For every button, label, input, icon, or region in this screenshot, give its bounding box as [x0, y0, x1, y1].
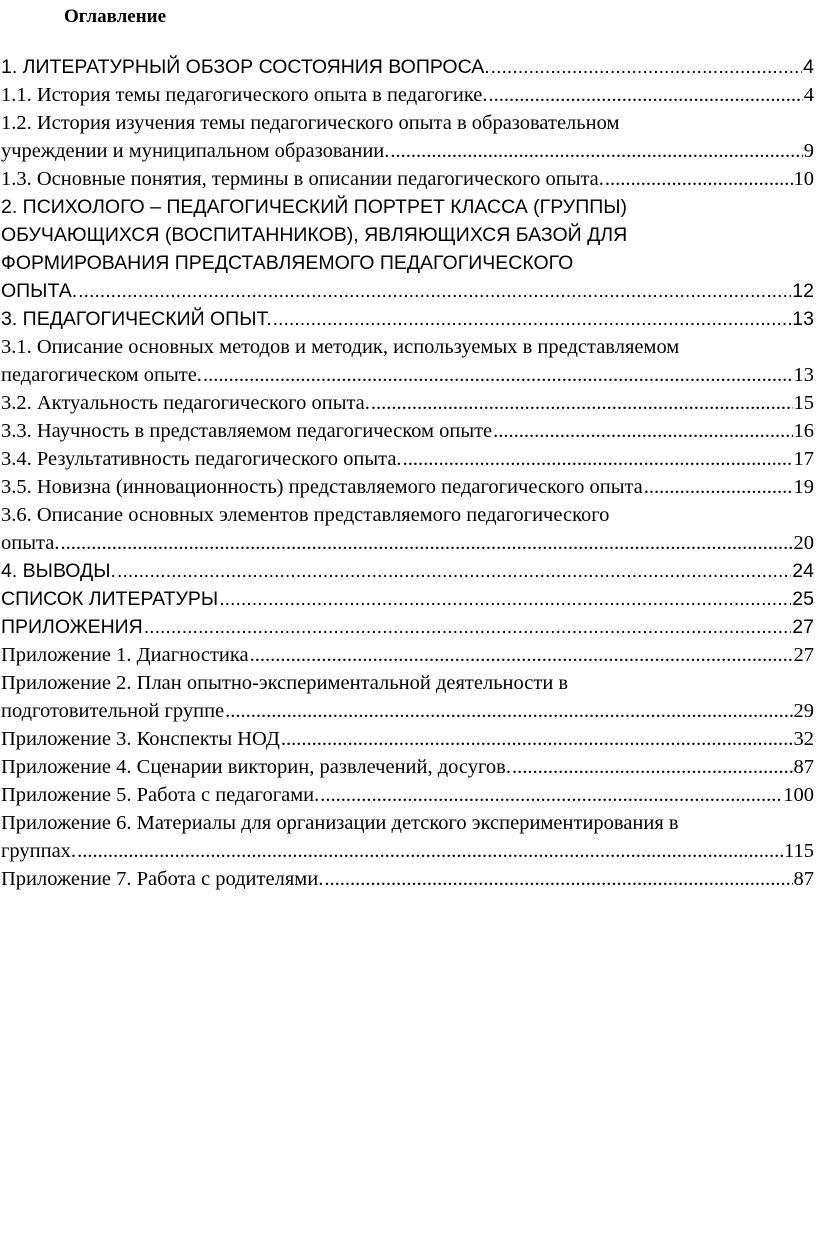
toc-entry[interactable]	[1, 193, 814, 305]
toc-entry-line	[1, 781, 814, 809]
toc-entry-line	[1, 165, 814, 193]
toc-page-number: 4	[803, 56, 814, 78]
toc-dot-leader	[512, 753, 793, 781]
toc-title: Оглавление	[64, 6, 167, 27]
toc-page-number: 87	[793, 868, 814, 890]
toc-entry-text: Приложение 5. Работа с педагогами.	[1, 784, 320, 806]
toc-entry-text: Приложение 2. План опытно-экспериментальной деятельности в	[1, 672, 569, 694]
toc-entry-text: Приложение 1. Диагностика	[1, 644, 249, 666]
toc-entry-line	[1, 361, 814, 389]
toc-page-number: 4	[803, 84, 814, 106]
toc-dot-leader	[390, 137, 802, 165]
toc-entry-text: 3.1. Описание основных методов и методик, используемых в представляемом	[1, 336, 680, 358]
toc-entry-line	[1, 837, 814, 865]
toc-entry-line	[1, 53, 814, 81]
toc-page-number: 16	[793, 420, 814, 442]
toc-entry-line	[1, 137, 814, 165]
toc-entry-text: 4. ВЫВОДЫ.	[1, 560, 116, 582]
toc-entry-line	[1, 753, 814, 781]
toc-entry-line	[1, 81, 814, 109]
toc-dot-leader	[605, 165, 793, 193]
toc-entry[interactable]	[1, 473, 814, 501]
toc-page-number: 100	[783, 784, 814, 806]
toc-dot-leader	[489, 81, 803, 109]
toc-page-number: 29	[793, 700, 814, 722]
toc-dot-leader	[144, 613, 792, 641]
toc-dot-leader	[117, 557, 791, 585]
toc-page-number: 13	[793, 364, 814, 386]
toc-entry-line	[1, 305, 814, 333]
toc-entry[interactable]	[1, 81, 814, 109]
toc-page-number: 10	[793, 168, 814, 190]
toc-dot-leader	[324, 865, 792, 893]
toc-entry[interactable]	[1, 557, 814, 585]
toc-entry-text: 1.1. История темы педагогического опыта в педагогике.	[1, 84, 488, 106]
toc-page-number: 12	[792, 280, 814, 302]
toc-page-number: 19	[793, 476, 814, 498]
toc-entry[interactable]	[1, 501, 814, 557]
toc-entry-text: 1. ЛИТЕРАТУРНЫЙ ОБЗОР СОСТОЯНИЯ ВОПРОСА.	[1, 56, 490, 78]
toc-entry-text: Приложение 4. Сценарии викторин, развлечений, досугов.	[1, 756, 511, 778]
toc-list	[1, 53, 814, 893]
toc-entry-line	[1, 529, 814, 557]
toc-entry-line	[1, 445, 814, 473]
toc-entry-text: СПИСОК ЛИТЕРАТУРЫ	[1, 588, 219, 610]
toc-entry-text: ОПЫТА.	[1, 280, 78, 302]
toc-entry-text: 3.6. Описание основных элементов представляемого педагогического	[1, 504, 610, 526]
toc-entry[interactable]	[1, 389, 814, 417]
toc-entry-line	[1, 389, 814, 417]
toc-entry[interactable]	[1, 417, 814, 445]
toc-entry-text: 1.3. Основные понятия, термины в описании педагогического опыта.	[1, 168, 604, 190]
toc-entry-line	[1, 473, 814, 501]
toc-dot-leader	[320, 781, 782, 809]
toc-entry-line	[1, 277, 814, 305]
toc-dot-leader	[491, 53, 802, 81]
toc-entry-line	[1, 585, 814, 613]
toc-dot-leader	[644, 473, 793, 501]
toc-entry[interactable]	[1, 53, 814, 81]
toc-entry-text: 1.2. История изучения темы педагогического опыта в образовательном	[1, 112, 620, 134]
toc-entry[interactable]	[1, 641, 814, 669]
toc-dot-leader	[493, 417, 792, 445]
toc-entry-text: 3. ПЕДАГОГИЧЕСКИЙ ОПЫТ.	[1, 308, 272, 330]
toc-entry[interactable]	[1, 753, 814, 781]
toc-entry-text: 2. ПСИХОЛОГО – ПЕДАГОГИЧЕСКИЙ ПОРТРЕТ КЛАССА (ГРУППЫ)	[1, 196, 627, 218]
toc-page-number: 13	[792, 308, 814, 330]
toc-page-number: 15	[793, 392, 814, 414]
toc-entry-text: педагогическом опыте.	[1, 364, 202, 386]
toc-page-number: 87	[793, 756, 814, 778]
toc-entry-text: 3.5. Новизна (инновационность) представляемого педагогического опыта	[1, 476, 643, 498]
toc-dot-leader	[219, 585, 791, 613]
toc-entry[interactable]	[1, 613, 814, 641]
toc-entry-text: ФОРМИРОВАНИЯ ПРЕДСТАВЛЯЕМОГО ПЕДАГОГИЧЕСКОГО	[1, 252, 574, 274]
toc-page-number: 27	[793, 644, 814, 666]
toc-entry[interactable]	[1, 781, 814, 809]
toc-dot-leader	[403, 445, 793, 473]
toc-dot-leader	[225, 697, 792, 725]
toc-dot-leader	[203, 361, 793, 389]
toc-page-number: 25	[792, 588, 814, 610]
toc-entry-text: 3.2. Актуальность педагогического опыта.	[1, 392, 370, 414]
toc-entry-text: опыта.	[1, 532, 60, 554]
toc-entry-text: группах.	[1, 840, 77, 862]
toc-entry-text: Приложение 3. Конспекты НОД	[1, 728, 280, 750]
toc-page-number: 9	[803, 140, 814, 162]
toc-entry-line	[1, 641, 814, 669]
toc-entry-text: 3.3. Научность в представляемом педагогическом опыте	[1, 420, 493, 442]
toc-entry-text: учреждении и муниципальном образовании.	[1, 140, 390, 162]
toc-dot-leader	[250, 641, 793, 669]
toc-page-number: 32	[793, 728, 814, 750]
toc-entry[interactable]	[1, 809, 814, 865]
toc-dot-leader	[77, 837, 783, 865]
toc-entry-text: ОБУЧАЮЩИХСЯ (ВОСПИТАННИКОВ), ЯВЛЯЮЩИХСЯ БАЗОЙ ДЛЯ	[1, 224, 628, 246]
toc-entry-text: Приложение 6. Материалы для организации детского экспериментирования в	[1, 812, 679, 834]
toc-page-number: 27	[792, 616, 814, 638]
toc-entry-line	[1, 865, 814, 893]
toc-dot-leader	[273, 305, 792, 333]
toc-entry-text: 3.4. Результативность педагогического опыта.	[1, 448, 402, 470]
toc-entry[interactable]	[1, 585, 814, 613]
toc-entry[interactable]	[1, 333, 814, 389]
toc-entry-line	[1, 417, 814, 445]
toc-entry[interactable]	[1, 165, 814, 193]
toc-entry[interactable]	[1, 445, 814, 473]
toc-entry[interactable]	[1, 305, 814, 333]
toc-entry-line	[1, 613, 814, 641]
toc-dot-leader	[371, 389, 793, 417]
toc-page-number: 24	[792, 560, 814, 582]
toc-entry-text: Приложение 7. Работа с родителями.	[1, 868, 324, 890]
toc-page-number: 17	[793, 448, 814, 470]
toc-entry-line	[1, 725, 814, 753]
toc-entry[interactable]	[1, 669, 814, 725]
toc-dot-leader	[78, 277, 791, 305]
toc-dot-leader	[60, 529, 792, 557]
toc-dot-leader	[281, 725, 793, 753]
toc-entry-line	[1, 697, 814, 725]
toc-entry[interactable]	[1, 725, 814, 753]
toc-entry-text: ПРИЛОЖЕНИЯ	[1, 616, 143, 638]
toc-entry-line	[1, 557, 814, 585]
toc-page-number: 20	[793, 532, 814, 554]
toc-page-number: 115	[784, 840, 814, 862]
toc-entry-text: подготовительной группе	[1, 700, 225, 722]
toc-entry[interactable]	[1, 109, 814, 165]
toc-entry[interactable]	[1, 865, 814, 893]
